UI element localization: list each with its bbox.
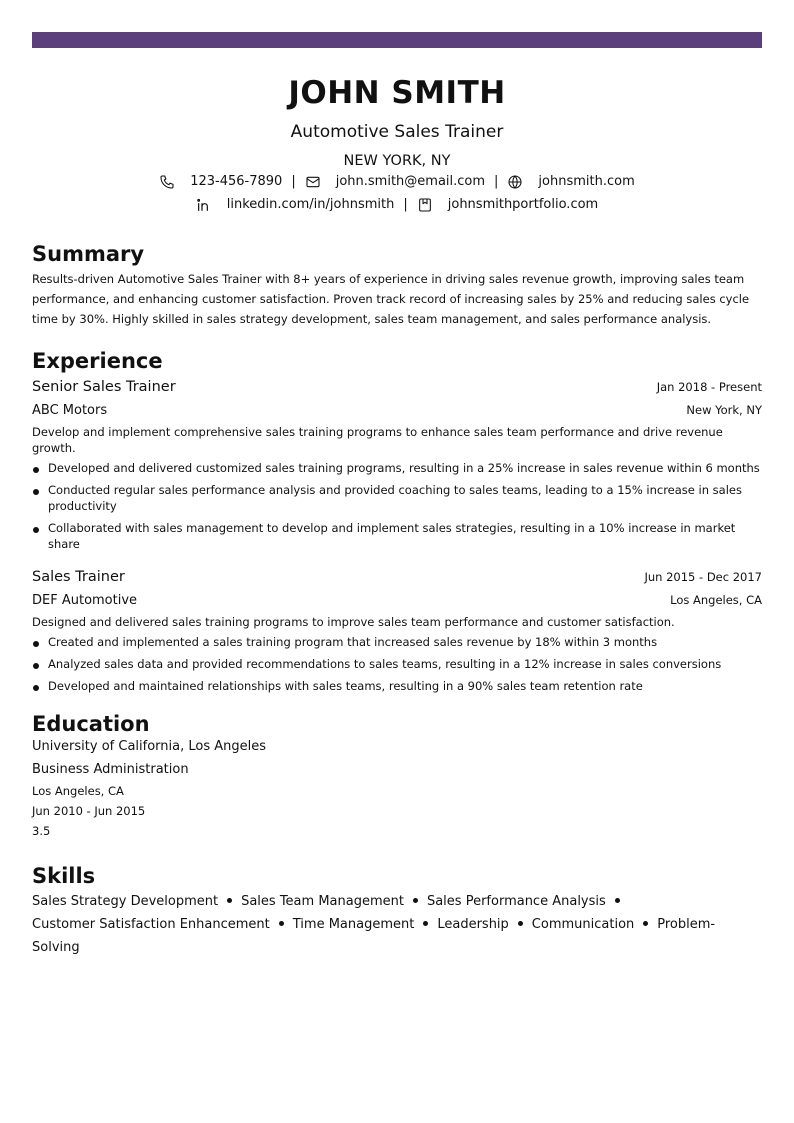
contact-website[interactable] [507,173,634,191]
job-location: Los Angeles, CA [670,593,762,607]
contact-separator: | [403,197,408,212]
skill-item: Sales Team Management [241,894,404,909]
skill-item: Time Management [292,917,415,932]
skill-item: Problem-Solving [32,917,716,955]
skill-separator [413,898,418,903]
contact-phone[interactable] [159,173,282,191]
bullet-text: Developed and maintained relationships with sales teams, resulting in a 90% sales team retention rate [48,679,643,693]
candidate-location: NEW YORK, NY [343,153,451,169]
skill-separator [227,898,232,903]
contact-separator: | [291,174,296,189]
list-item [32,482,762,514]
bullet-text: Developed and delivered customized sales training programs, resulting in a 25% increase in sales revenue within 6 months [48,461,760,475]
linkedin-value: linkedin.com/in/johnsmith [226,197,395,212]
list-item [32,460,762,476]
skill-separator [279,921,284,926]
contact-email[interactable] [305,173,485,191]
candidate-role: Automotive Sales Trainer [290,122,504,142]
skills-line [32,913,762,959]
email-value: john.smith@email.com [335,174,486,189]
education-location: Los Angeles, CA [32,784,124,798]
accent-bar [32,32,762,48]
job-location: New York, NY [686,403,762,417]
job-description: Designed and delivered sales training programs to improve sales team performance and customer satisfaction. [32,615,675,629]
skill-separator [518,921,523,926]
summary-heading: Summary [32,242,145,266]
phone-icon [159,174,175,190]
job-description: Develop and implement comprehensive sales training programs to enhance sales team performance and drive revenue growth. [32,425,723,455]
job-title: Senior Sales Trainer [32,379,176,395]
phone-value: 123-456-7890 [190,174,283,189]
job-bullets [32,634,762,694]
resume-header [32,76,762,214]
skill-item: Communication [531,917,635,932]
list-item [32,634,762,650]
candidate-name: JOHN SMITH [288,75,506,111]
portfolio-icon [417,197,433,213]
contact-row-secondary [32,196,762,214]
list-item [32,678,762,694]
linkedin-icon [196,197,212,213]
skill-item: Customer Satisfaction Enhancement [32,917,270,932]
list-item [32,656,762,672]
contact-portfolio[interactable] [417,196,598,214]
skills-heading: Skills [32,864,96,888]
skill-item: Sales Strategy Development [32,894,219,909]
bullet-text: Conducted regular sales performance analysis and provided coaching to sales teams, leading to a 15% increase in sales productivity [48,483,742,513]
website-value: johnsmith.com [538,174,635,189]
bullet-dot [33,489,39,495]
skill-item: Sales Performance Analysis [426,894,606,909]
skill-separator [423,921,428,926]
bullet-text: Created and implemented a sales training program that increased sales revenue by 18% within 3 months [48,635,658,649]
globe-icon [507,174,523,190]
portfolio-value: johnsmithportfolio.com [447,197,599,212]
list-item [32,520,762,552]
contact-separator: | [494,174,499,189]
skills-list [32,890,762,959]
bullet-dot [33,641,39,647]
mail-icon [305,174,321,190]
bullet-text: Analyzed sales data and provided recommendations to sales teams, resulting in a 12% increase in sales conversions [48,657,722,671]
job-dates: Jun 2015 - Dec 2017 [644,570,762,584]
job-company: ABC Motors [32,403,108,418]
education-dates: Jun 2010 - Jun 2015 [32,804,146,818]
job-company: DEF Automotive [32,593,138,608]
skills-line [32,890,762,913]
job-entry [32,377,762,552]
education-heading: Education [32,712,150,736]
bullet-dot [33,467,39,473]
education-degree: Business Administration [32,762,189,777]
bullet-text: Collaborated with sales management to develop and implement sales strategies, resulting in a 10% increase in market share [48,521,736,551]
experience-heading: Experience [32,349,163,373]
job-bullets [32,460,762,552]
contact-linkedin[interactable] [196,196,395,214]
bullet-dot [33,663,39,669]
job-entry [32,567,762,694]
bullet-dot [33,527,39,533]
contact-row-primary [32,173,762,191]
skill-separator [643,921,648,926]
education-school: University of California, Los Angeles [32,739,267,754]
job-dates: Jan 2018 - Present [656,380,762,394]
education-gpa: 3.5 [32,824,51,838]
summary-text: Results-driven Automotive Sales Trainer with 8+ years of experience in driving sales revenue growth, improving sales team performance, and enhancing customer satisfaction. Proven track record of increasing sales by 25% and reducing sales cycle time by 30%. Highly skilled in sales strategy development, sales team management, and sales performance analysis. [32,272,750,326]
job-title: Sales Trainer [32,569,125,585]
bullet-dot [33,685,39,691]
skill-item: Leadership [437,917,509,932]
skill-separator [615,898,620,903]
resume-page [32,32,762,959]
